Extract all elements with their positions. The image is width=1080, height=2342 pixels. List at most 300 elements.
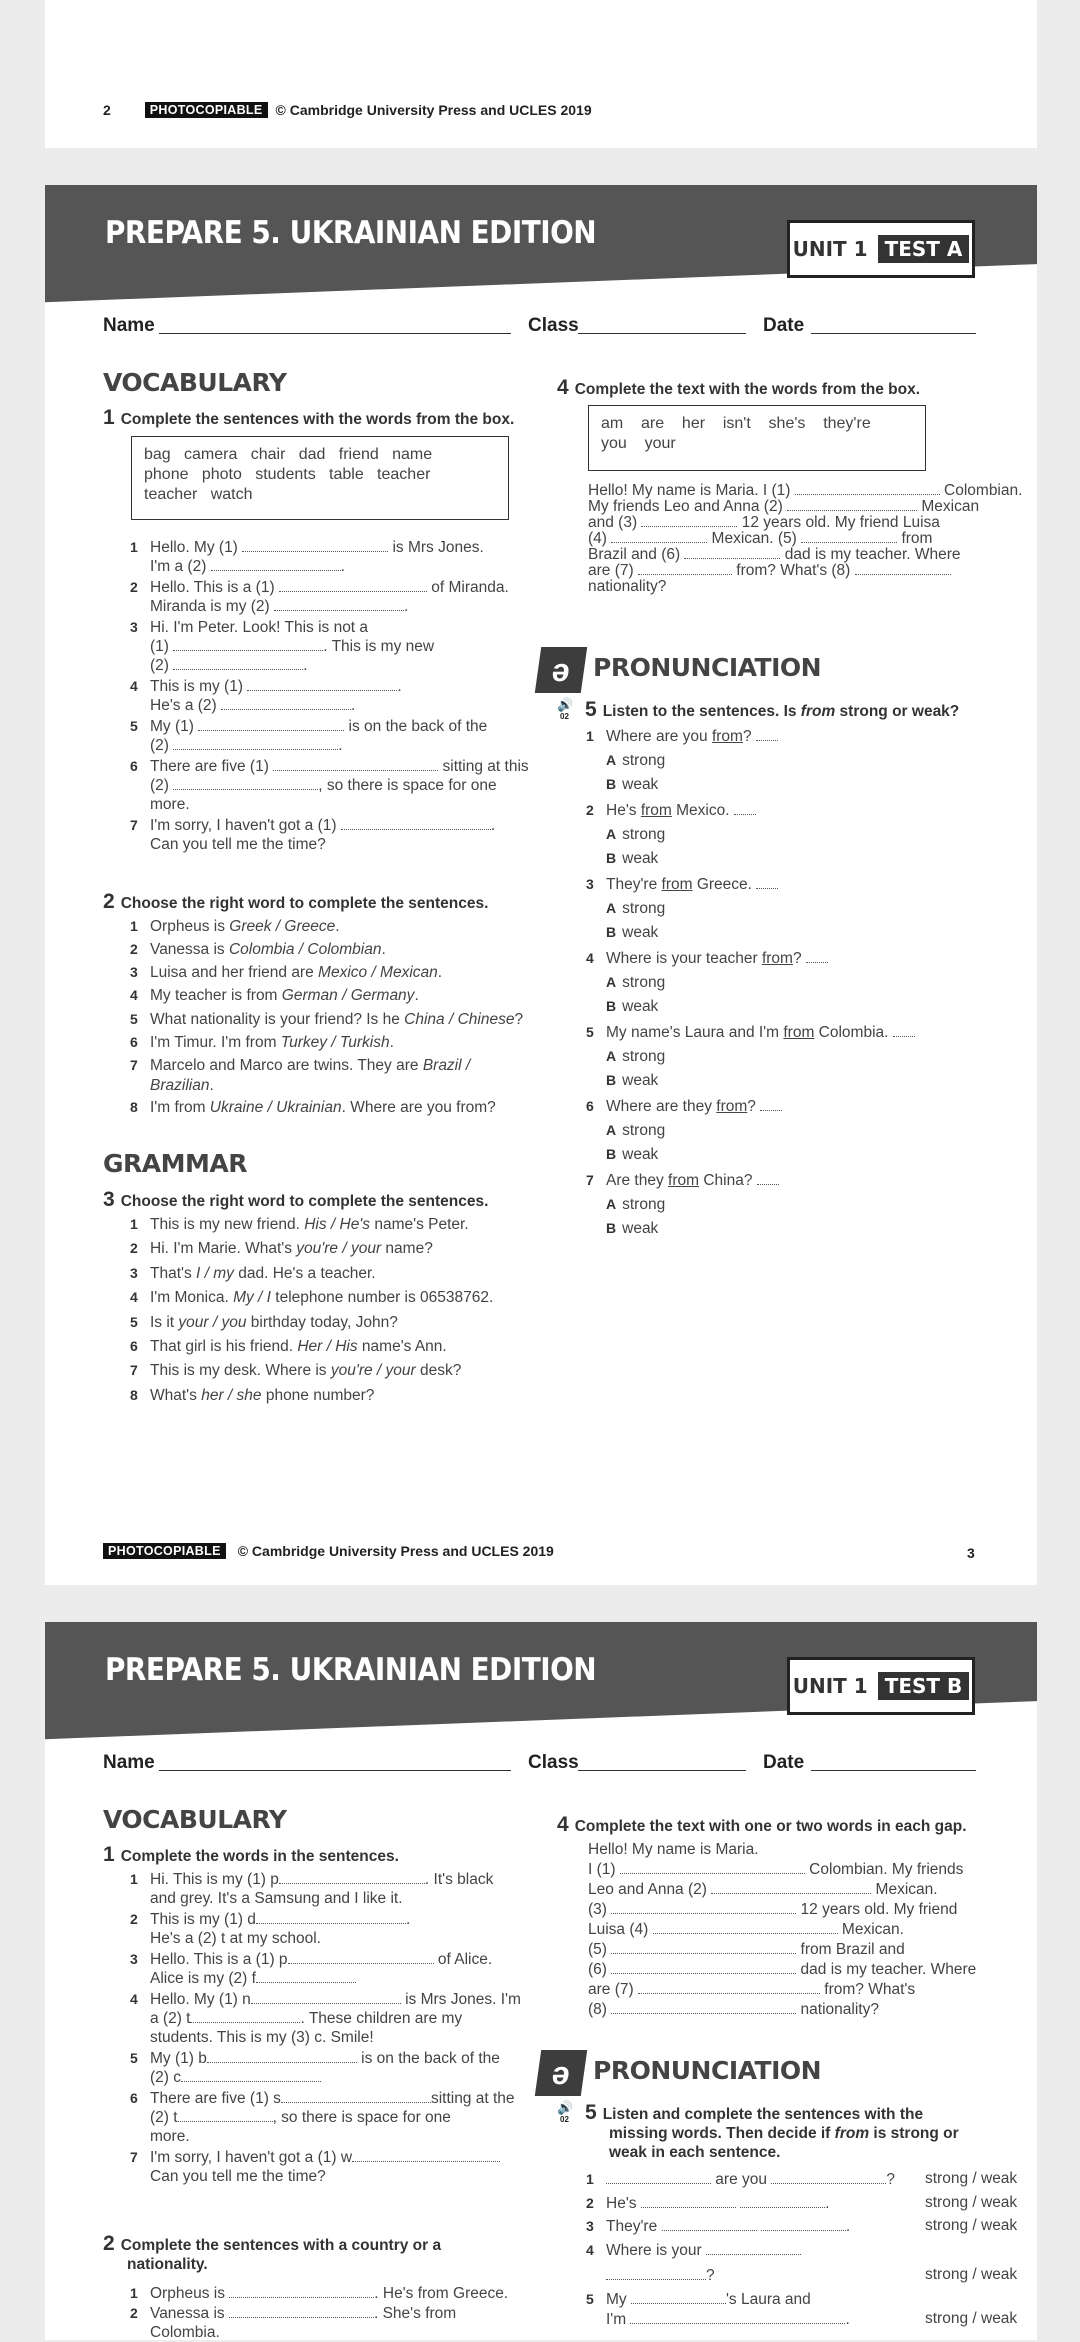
text: (2)	[150, 777, 174, 794]
item-number: 2	[130, 1240, 138, 1257]
speaker-icon[interactable]: 🔊 $^{02}$	[557, 697, 574, 721]
item-number: 5	[130, 1313, 138, 1330]
answer-blank[interactable]	[684, 558, 780, 559]
sentence-line	[586, 1171, 779, 1190]
text: China?	[699, 1172, 757, 1189]
text: name's Ann.	[357, 1338, 447, 1355]
sentence-line	[150, 1076, 214, 1095]
text: Colombia.	[150, 2324, 220, 2341]
sentence-line	[150, 1929, 321, 1948]
sentence-line	[130, 917, 340, 936]
strong-weak-choice[interactable]: strong / weak	[925, 2170, 1018, 2187]
copyright: © Cambridge University Press and UCLES 2019	[275, 102, 592, 118]
class-label: Class	[528, 315, 579, 336]
text: ?	[747, 1098, 761, 1115]
answer-blank[interactable]	[173, 789, 318, 790]
answer-blank[interactable]	[207, 2062, 357, 2063]
choice-options[interactable]: her / she	[201, 1386, 262, 1404]
answer-blank[interactable]	[734, 814, 756, 815]
class-label: Class	[528, 1752, 579, 1773]
text: He's a (2) t	[150, 1930, 226, 1947]
sentence-line	[150, 557, 345, 576]
underlined-word: from	[716, 1098, 748, 1115]
answer-blank[interactable]	[893, 1036, 915, 1037]
choice-options[interactable]: you're / your	[330, 1362, 416, 1380]
option-a[interactable]: A strong	[606, 900, 666, 917]
sentence-line	[150, 1969, 356, 1988]
choice-options[interactable]: German / Germany	[281, 987, 415, 1004]
photocopiable-badge: PHOTOCOPIABLE	[145, 102, 268, 118]
sentence-line	[586, 2241, 801, 2260]
text: strong	[622, 752, 666, 769]
text-line	[588, 1920, 904, 1939]
answer-blank[interactable]	[173, 749, 338, 750]
ex1-instruction: 1 Complete the sentences with the words from the box.	[103, 406, 515, 429]
ex5-instruction: 5 Listen to the sentences. Is from strong or weak?	[585, 698, 960, 721]
answer-blank[interactable]	[181, 2081, 321, 2082]
item-number: 5	[130, 718, 138, 734]
option-a[interactable]: A strong	[606, 752, 666, 769]
text: Can you tell me the time?	[150, 836, 326, 853]
choice-options[interactable]: Ukraine / Ukrainian	[209, 1099, 342, 1116]
page-2-bottom	[45, 0, 1037, 148]
option-b[interactable]: B weak	[606, 1072, 659, 1089]
text: from Brazil and	[796, 1941, 905, 1958]
option-a[interactable]: A strong	[606, 974, 666, 991]
date-field[interactable]	[811, 333, 976, 334]
text: name's Peter.	[370, 1216, 469, 1233]
unit-label: UNIT 1	[792, 1674, 868, 1698]
answer-blank[interactable]	[855, 574, 951, 575]
strong-weak-choice[interactable]: strong / weak	[925, 2194, 1018, 2211]
answer-blank[interactable]	[279, 591, 427, 592]
text: .	[381, 941, 386, 958]
sentence-line	[130, 1215, 469, 1234]
sentence-line	[130, 2089, 515, 2108]
text: . He's from Greece.	[374, 2285, 509, 2302]
sentence-line	[586, 801, 756, 820]
sentence-line	[586, 949, 828, 968]
text: Hello. My (1)	[150, 539, 243, 556]
text: (8)	[588, 2001, 612, 2018]
choice-options[interactable]: you're / your	[296, 1240, 382, 1258]
sentence-line	[130, 1264, 376, 1283]
item-number: 2	[130, 941, 138, 957]
sentence-line	[150, 2108, 451, 2127]
text: Alice is my (2) f	[150, 1970, 256, 1987]
text: phone number?	[261, 1386, 375, 1404]
word-box-line: teacher watch	[144, 486, 253, 503]
text: strong	[622, 974, 666, 991]
name-label: Name	[103, 315, 155, 336]
answer-blank[interactable]	[281, 2102, 431, 2103]
item-number: 1	[586, 728, 594, 744]
answer-blank[interactable]	[611, 542, 707, 543]
name-field[interactable]	[159, 1770, 511, 1771]
sentence-line	[130, 963, 443, 982]
text: is Mrs Jones. I'm	[400, 1991, 521, 2008]
answer-blank[interactable]	[806, 962, 828, 963]
sentence-line	[130, 2049, 500, 2068]
text: He's	[606, 2195, 641, 2212]
text: Marcelo and Marco are twins. They are	[150, 1057, 423, 1074]
answer-blank[interactable]	[740, 2207, 825, 2208]
item-number: 2	[586, 802, 594, 818]
answer-blank[interactable]	[606, 2279, 706, 2280]
text: Hi. I'm Peter. Look! This is not a	[150, 619, 369, 636]
class-field[interactable]	[578, 333, 746, 334]
text: My	[606, 2291, 631, 2308]
text: ?	[792, 950, 806, 967]
vocabulary-heading: VOCABULARY	[103, 1805, 287, 1834]
choice-options[interactable]: My / I	[233, 1289, 271, 1307]
choice-options[interactable]: your / you	[178, 1313, 247, 1331]
choice-options[interactable]: I / my	[196, 1264, 234, 1282]
item-number: 2	[130, 2305, 138, 2321]
text: are you	[711, 2171, 772, 2188]
option-b[interactable]: B weak	[606, 924, 659, 941]
option-b[interactable]: B weak	[606, 850, 659, 867]
copyright: © Cambridge University Press and UCLES 2019	[237, 1543, 554, 1559]
choice-options[interactable]: Colombia / Colombian	[228, 941, 382, 958]
sentence-line	[150, 637, 434, 656]
text: .	[209, 1077, 214, 1094]
text: is on the back of the	[344, 718, 488, 735]
answer-blank[interactable]	[611, 1913, 796, 1914]
text: name?	[381, 1240, 433, 1258]
text: more.	[150, 2128, 190, 2145]
answer-blank[interactable]	[756, 888, 778, 889]
sentence-line	[150, 835, 326, 854]
item-number: 4	[130, 1289, 138, 1306]
choice-options[interactable]: China / Chinese	[404, 1011, 515, 1028]
text: . This is my new	[323, 638, 435, 655]
text	[757, 2218, 761, 2235]
option-a[interactable]: A strong	[606, 1122, 666, 1139]
choice-options[interactable]: Turkey / Turkish	[280, 1034, 390, 1051]
text: Mexican.	[837, 1921, 904, 1938]
schwa-icon: ə	[535, 647, 587, 693]
sentence-line	[130, 1288, 494, 1307]
text: (6)	[588, 1961, 612, 1978]
text-line	[588, 2000, 879, 2019]
text: dad is my teacher. Where	[780, 546, 961, 563]
text: My (1) b	[150, 2050, 207, 2067]
sentence-line	[130, 1337, 447, 1356]
answer-blank[interactable]	[229, 2317, 374, 2318]
item-number: 4	[586, 950, 594, 966]
text: Hi. I'm Marie. What's	[150, 1240, 297, 1258]
text: Luisa (4)	[588, 1921, 653, 1938]
text: . Smile!	[321, 2029, 374, 2046]
text: . These children are my	[300, 2010, 463, 2027]
answer-blank[interactable]	[611, 2013, 796, 2014]
text: .	[338, 737, 343, 754]
answer-blank[interactable]	[611, 1973, 796, 1974]
page-3-footer	[103, 1543, 554, 1559]
text: (2) t	[150, 2109, 178, 2126]
text: I'm Monica.	[150, 1289, 234, 1307]
item-number: 2	[130, 579, 138, 595]
text: That girl is his friend.	[150, 1338, 298, 1355]
text: .	[389, 1034, 394, 1051]
answer-blank[interactable]	[756, 740, 778, 741]
sentence-line	[586, 2217, 851, 2236]
text: Where are you	[606, 728, 712, 745]
text: sitting at this	[438, 758, 529, 775]
answer-blank[interactable]	[256, 1923, 406, 1924]
sentence-line	[150, 2028, 374, 2047]
sentence-line	[130, 578, 509, 597]
sentence-line	[150, 696, 355, 715]
speaker-icon[interactable]: 🔊 $^{02}$	[557, 2100, 574, 2124]
text: birthday today, John?	[246, 1313, 398, 1331]
underlined-word: from	[661, 876, 693, 893]
answer-blank[interactable]	[662, 2230, 757, 2231]
item-number: 2	[586, 2195, 594, 2211]
text: and (3)	[588, 514, 642, 531]
text: strong	[622, 1122, 666, 1139]
strong-weak-choice[interactable]: strong / weak	[925, 2266, 1018, 2283]
option-b[interactable]: B weak	[606, 998, 659, 1015]
text: .	[845, 2311, 850, 2328]
ex4-word-box	[588, 405, 926, 471]
choice-options[interactable]: Greek / Greece	[229, 918, 336, 935]
sentence-line	[130, 2304, 457, 2323]
text: . It's black	[424, 1871, 494, 1888]
text: Mexican	[917, 498, 980, 515]
ex2-instruction: 2 Choose the right word to complete the sentences.	[103, 890, 489, 913]
item-number: 4	[130, 987, 138, 1003]
text: (1)	[150, 638, 174, 655]
answer-blank[interactable]	[211, 570, 341, 571]
text: I'm Timur. I'm from	[150, 1034, 281, 1051]
text: from	[897, 530, 933, 547]
answer-blank[interactable]	[760, 1110, 782, 1111]
answer-blank[interactable]	[641, 2207, 736, 2208]
answer-blank[interactable]	[641, 526, 737, 527]
item-number: 5	[130, 1011, 138, 1027]
sentence-line	[130, 940, 386, 959]
answer-blank[interactable]	[173, 650, 323, 651]
sentence-line	[130, 538, 484, 557]
choice-options[interactable]: His / He's	[304, 1216, 371, 1233]
text: 12 years old. My friend Luisa	[737, 514, 940, 531]
text: .	[405, 1911, 411, 1928]
sentence-line	[130, 1386, 375, 1405]
item-number: 1	[130, 1216, 138, 1232]
text: weak	[622, 776, 659, 793]
sentence-line	[130, 1870, 494, 1889]
text: at my school.	[225, 1930, 321, 1947]
text: Greece.	[692, 876, 757, 893]
answer-blank[interactable]	[653, 1933, 838, 1934]
text: This is my desk. Where is	[150, 1362, 331, 1380]
answer-blank[interactable]	[221, 709, 351, 710]
text: Hello. This is a (1) p	[150, 1951, 288, 1968]
item-number: 2	[130, 1911, 138, 1927]
option-b[interactable]: B weak	[606, 1220, 659, 1237]
item-number: 4	[586, 2242, 594, 2258]
text: Orpheus is	[150, 918, 230, 935]
sentence-line	[606, 2310, 850, 2329]
sentence-line	[130, 1910, 411, 1929]
text: Orpheus is	[150, 2285, 230, 2302]
answer-blank[interactable]	[761, 2230, 846, 2231]
test-label: TEST A	[878, 235, 970, 263]
text: are (7)	[588, 562, 638, 579]
option-a[interactable]: A strong	[606, 826, 666, 843]
class-field[interactable]	[578, 1770, 746, 1771]
option-b[interactable]: B weak	[606, 776, 659, 793]
item-number: 6	[130, 758, 138, 774]
answer-blank[interactable]	[341, 829, 491, 830]
item-number: 7	[586, 1172, 594, 1188]
answer-blank[interactable]	[801, 542, 897, 543]
answer-blank[interactable]	[787, 510, 917, 511]
text: of Alice.	[433, 1951, 493, 1968]
sentence-line	[150, 2323, 220, 2342]
answer-blank[interactable]	[247, 690, 397, 691]
text: This is my new friend.	[150, 1216, 305, 1233]
sentence-line	[130, 1239, 433, 1258]
item-number: 3	[130, 1264, 138, 1281]
option-b[interactable]: B weak	[606, 1146, 659, 1163]
text: .	[845, 2218, 851, 2235]
item-number: 1	[130, 1871, 138, 1887]
underlined-word: from	[761, 950, 793, 967]
text: (2)	[150, 737, 174, 754]
text: ?	[742, 728, 756, 745]
text: are (7)	[588, 1981, 638, 1998]
text: .	[404, 598, 409, 615]
option-a[interactable]: A strong	[606, 1048, 666, 1065]
answer-blank[interactable]	[606, 2183, 711, 2184]
answer-blank[interactable]	[178, 2121, 273, 2122]
sentence-line	[150, 2167, 326, 2186]
answer-blank[interactable]	[273, 770, 438, 771]
date-label: Date	[763, 1752, 805, 1773]
ex1-word-box	[131, 436, 509, 520]
text-line	[588, 1980, 915, 1999]
sentence-line	[130, 1990, 521, 2009]
choice-options[interactable]: Brazil /	[422, 1057, 471, 1074]
sentence-line	[130, 757, 529, 776]
sentence-line	[130, 1313, 398, 1332]
sentence-line	[130, 2148, 500, 2167]
pronunciation-heading: PRONUNCIATION	[593, 2056, 822, 2085]
text: Luisa and her friend are	[150, 964, 319, 981]
answer-blank[interactable]	[630, 2323, 845, 2324]
choice-options[interactable]: Mexico / Mexican	[318, 964, 438, 981]
text-line	[588, 1860, 963, 1879]
answer-blank[interactable]	[352, 2161, 500, 2162]
item-number: 4	[130, 678, 138, 694]
answer-blank[interactable]	[706, 2254, 801, 2255]
sentence-line	[130, 1056, 471, 1075]
answer-blank[interactable]	[631, 2303, 726, 2304]
text: weak	[622, 998, 659, 1015]
item-number: 3	[586, 2218, 594, 2234]
choice-options[interactable]: Brazilian	[150, 1077, 210, 1094]
answer-blank[interactable]	[198, 730, 344, 731]
text: My teacher is from	[150, 987, 282, 1004]
text: , so there is space for one	[318, 777, 497, 794]
answer-blank[interactable]	[274, 610, 404, 611]
strong-weak-choice[interactable]: strong / weak	[925, 2217, 1018, 2234]
sentence-line	[130, 1098, 496, 1117]
answer-blank[interactable]	[638, 1993, 820, 1994]
answer-blank[interactable]	[190, 2022, 300, 2023]
vocabulary-heading: VOCABULARY	[103, 368, 287, 397]
answer-blank[interactable]	[711, 1893, 871, 1894]
text: .	[303, 657, 308, 674]
text: My name's Laura and I'm	[606, 1024, 784, 1041]
sentence-line	[130, 986, 419, 1005]
page-number: 3	[967, 1545, 975, 1561]
schwa-icon: ə	[535, 2050, 587, 2096]
item-number: 3	[130, 619, 138, 635]
answer-blank[interactable]	[173, 669, 303, 670]
item-number: 1	[130, 918, 138, 934]
date-field[interactable]	[811, 1770, 976, 1771]
answer-blank[interactable]	[638, 574, 732, 575]
answer-blank[interactable]	[757, 1184, 779, 1185]
text: Are they	[606, 1172, 669, 1189]
answer-blank[interactable]	[611, 1953, 796, 1954]
item-number: 6	[586, 1098, 594, 1114]
text: There are five (1) s	[150, 2090, 281, 2107]
text: . Where are you from?	[341, 1099, 496, 1116]
text: . She's from	[373, 2305, 457, 2322]
sentence-line	[586, 1023, 915, 1042]
answer-blank[interactable]	[242, 551, 388, 552]
answer-blank[interactable]	[229, 2297, 374, 2298]
item-number: 3	[130, 964, 138, 980]
text: nationality?	[796, 2001, 879, 2018]
sentence-line	[150, 776, 497, 795]
text: This is my (1) d	[150, 1911, 256, 1928]
sentence-line	[586, 2194, 830, 2213]
answer-blank[interactable]	[279, 1883, 425, 1884]
text: from? What's (8)	[731, 562, 855, 579]
date-label: Date	[763, 315, 805, 336]
answer-blank[interactable]	[771, 2183, 886, 2184]
answer-blank[interactable]	[620, 1873, 805, 1874]
text: is on the back of the	[356, 2050, 500, 2067]
option-a[interactable]: A strong	[606, 1196, 666, 1213]
text: (2)	[150, 657, 174, 674]
pronunciation-heading: PRONUNCIATION	[593, 653, 822, 682]
item-number: 6	[130, 1338, 138, 1354]
answer-blank[interactable]	[795, 494, 940, 495]
text: students. This is my (3) c	[150, 2029, 322, 2046]
strong-weak-choice[interactable]: strong / weak	[925, 2310, 1018, 2327]
answer-blank[interactable]	[251, 2003, 401, 2004]
name-field[interactable]	[159, 333, 511, 334]
text: weak	[622, 1146, 659, 1163]
answer-blank[interactable]	[288, 1963, 434, 1964]
unit-test-badge	[787, 1657, 975, 1715]
text: Hello! My name is Maria.	[588, 1841, 759, 1858]
text: strong	[622, 1048, 666, 1065]
item-number: 5	[586, 2291, 594, 2307]
choice-options[interactable]: Her / His	[297, 1338, 358, 1355]
answer-blank[interactable]	[256, 1982, 356, 1983]
item-number: 7	[130, 2149, 138, 2165]
text: dad is my teacher. Where	[796, 1961, 977, 1978]
text: (5)	[588, 1941, 612, 1958]
